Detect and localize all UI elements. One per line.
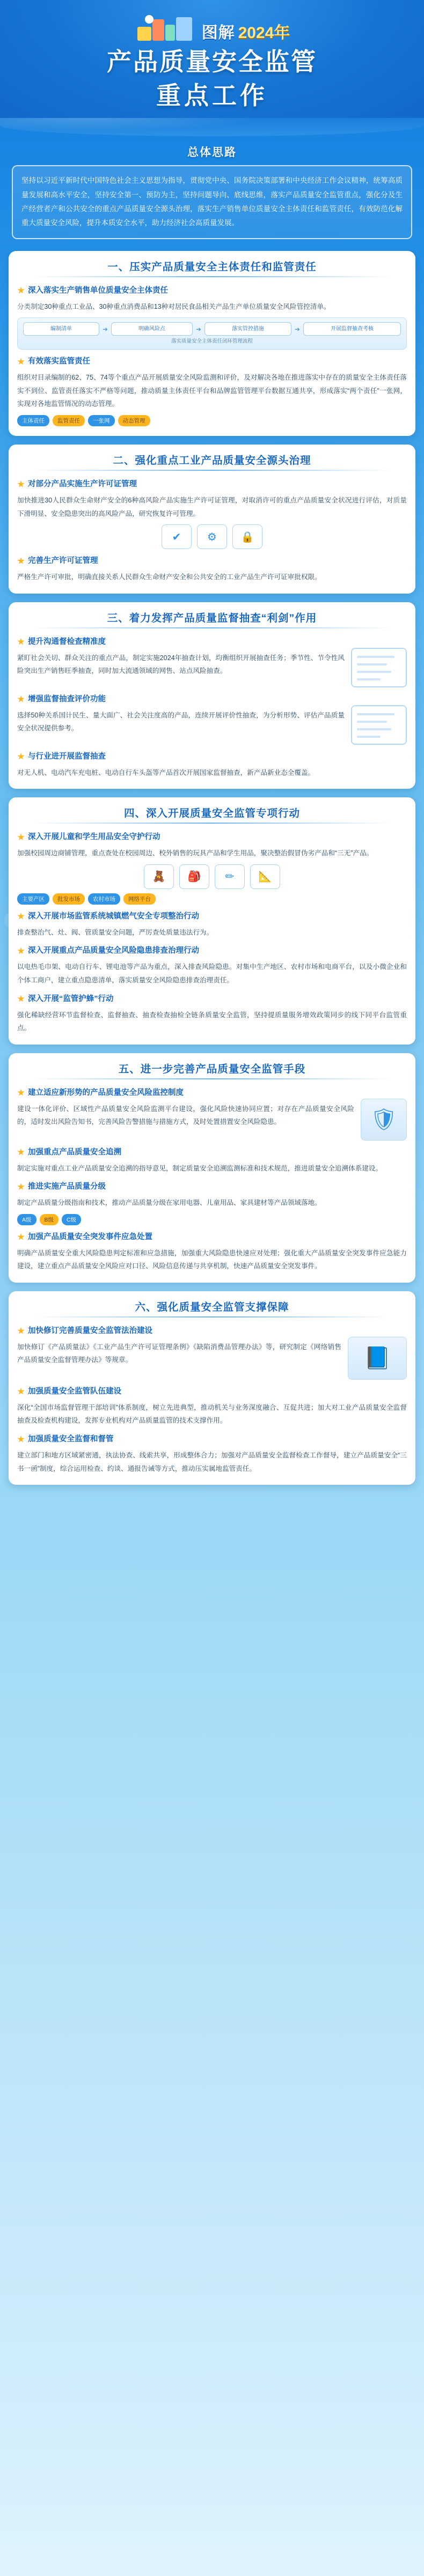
star-bullet-icon — [17, 995, 25, 1003]
document-icon — [351, 648, 407, 687]
item-body-with-figure — [17, 1099, 407, 1141]
star-bullet-icon — [17, 557, 25, 565]
item-heading — [17, 1181, 407, 1193]
section-card — [9, 797, 415, 1044]
intro-section — [0, 136, 424, 242]
item-body-text: 深化“全国市场监督管理干部培训”体系制度，树立先进典型，推动机关与业务深度融合、互促共进；加大对工业产品质量安全监督抽查及检查机构建设，发挥专业机构对产品质量监管的技术支撑作用。 — [17, 1403, 407, 1425]
item-body-with-figure — [17, 1337, 407, 1380]
item-heading-label: 与行业进开展监督抽查 — [28, 752, 106, 761]
section-item — [17, 1232, 407, 1273]
star-bullet-icon — [17, 1089, 25, 1097]
item-heading — [17, 1386, 407, 1397]
arrow-right-icon: ➜ — [195, 325, 202, 333]
tag-chip[interactable]: 主体责任 — [17, 415, 49, 426]
section-card — [9, 602, 415, 789]
section-card — [9, 251, 415, 436]
arrow-right-icon: ➜ — [102, 325, 108, 333]
section-item — [17, 911, 407, 939]
arrow-right-icon: ➜ — [294, 325, 301, 333]
item-heading — [17, 285, 407, 297]
item-heading — [17, 1232, 407, 1243]
item-heading-label: 增强监督抽查评价功能 — [28, 694, 106, 704]
item-body-text: 明确产品质量安全重大风险隐患判定标准和应急措施，加强重大风险隐患快速应对处理；强化重大产品质量安全突发事件应急能力建设，建立重点产品质量安全风险应对口径、风险信息传递与共享机制，快速产品质量安全突发事件。 — [17, 1249, 407, 1270]
flow-node: 落实管控措施 — [204, 322, 291, 336]
item-heading-label: 深入开展“监管护蜂”行动 — [28, 994, 114, 1003]
child-product-icon: 📐 — [250, 864, 280, 889]
section-title: 二、强化重点工业产品质量安全源头治理 — [17, 452, 407, 472]
tag-chip[interactable]: 农村市场 — [88, 893, 120, 905]
item-body-text: 对无人机、电动汽车充电桩、电动自行车头盔等产品首次开展国家监督抽查，新产品新业态全覆盖。 — [17, 768, 315, 776]
star-bullet-icon — [17, 833, 25, 841]
shield-icon: 🛡 — [361, 1099, 407, 1141]
sections-container — [0, 251, 424, 1485]
section-item — [17, 1386, 407, 1427]
tag-chip[interactable]: 动态管理 — [118, 415, 150, 426]
item-heading — [17, 556, 407, 567]
flow-node: 开展监督抽查考核 — [303, 322, 401, 336]
badge-tujie: 图解 — [201, 24, 235, 42]
section-item — [17, 1326, 407, 1380]
section-item — [17, 751, 407, 780]
item-heading — [17, 636, 407, 648]
item-heading-label: 深入开展重点产品质量安全风险隐患排查治理行动 — [28, 946, 199, 956]
section-item — [17, 1181, 407, 1225]
item-body-text: 排查整治气、灶、阀、管质量安全问题，严厉查处质量违法行为。 — [17, 928, 214, 936]
flow-node: 明确风险点 — [111, 322, 193, 336]
decorative-bubble — [4, 912, 21, 929]
lock-icon: 🔒 — [232, 524, 262, 549]
item-body-text: 组织对目录编制的62、75、74等个重点产品开展质量安全风险监测和评价，及对解决各地在推进落实中存在的质量安全主体责任落实不到位、监管责任落实不严格等问题，推动质量主体责任平台和品牌监管管理平台数据互通共享，形成落实“两个责任”一张网，实现对各地监管情况的动态管理。 — [17, 374, 407, 408]
decorative-bubble — [390, 483, 411, 504]
item-heading — [17, 479, 407, 490]
star-bullet-icon — [17, 638, 25, 646]
item-heading — [17, 911, 407, 922]
star-bullet-icon — [17, 947, 25, 954]
item-heading — [17, 1326, 407, 1337]
item-heading-label: 加强重点产品质量安全追溯 — [28, 1148, 121, 1157]
item-heading — [17, 1087, 407, 1099]
item-body-text: 以电热毛巾架、电动自行车、锂电池等产品为重点，深入排查风险隐患。对集中生产地区、农村市场和电商平台，以及小微企业和个体工商户，建立重点隐患清单，落实质量安全风险隐患排查治理责任。 — [17, 963, 407, 984]
item-body-text: 加强校园周边商铺管理，重点查处在校园周边、校外销售的玩具产品和学生用品，聚决整治假冒伪劣产品和“三无”产品。 — [17, 849, 374, 857]
item-heading — [17, 1434, 407, 1445]
section-item — [17, 479, 407, 549]
book-icon: 📘 — [348, 1337, 407, 1380]
item-heading — [17, 832, 407, 843]
section-item — [17, 694, 407, 745]
item-heading-label: 有效落实监管责任 — [28, 357, 90, 366]
section-item — [17, 356, 407, 426]
section-title: 五、进一步完善产品质量安全监管手段 — [17, 1061, 407, 1081]
item-heading-label: 加快修订完善质量安全监管法治建设 — [28, 1326, 152, 1335]
badge-year: 2024年 — [238, 24, 290, 42]
tag-chip[interactable]: 网络平台 — [123, 893, 156, 905]
item-body-text: 制定产品质量分级指南和技术，推动产品质量分级在家用电器、儿童用品、家具建材等产品领域落地。 — [17, 1199, 321, 1207]
section-item — [17, 285, 407, 350]
tag-chip-row — [17, 415, 407, 426]
item-heading-label: 加强质量安全监管队伍建设 — [28, 1387, 121, 1396]
section-card — [9, 1053, 415, 1283]
star-bullet-icon — [17, 1388, 25, 1395]
tag-chip[interactable]: 监管责任 — [53, 415, 85, 426]
star-bullet-icon — [17, 1149, 25, 1156]
item-heading-label: 对部分产品实施生产许可证管理 — [28, 480, 137, 489]
item-heading — [17, 994, 407, 1005]
decorative-bubble — [10, 300, 39, 329]
section-card — [9, 445, 415, 594]
item-heading-label: 完善生产许可证管理 — [28, 557, 98, 566]
item-heading-label: 深入落实生产销售单位质量安全主体责任 — [28, 286, 168, 295]
section-item — [17, 556, 407, 584]
item-body-text: 紧盯社会关切、群众关注的重点产品，制定实施2024年抽查计划，均衡组织开展抽查任务；季节性、节令性风险突出生产销售旺季抽查，同时加大流通领域的网售、站点风险抽查。 — [17, 654, 345, 675]
section-title: 六、强化质量安全监管支撑保障 — [17, 1299, 407, 1319]
tag-chip[interactable]: A级 — [17, 1214, 36, 1225]
item-heading-label: 深入开展市场监管系统城镇燃气安全专项整治行动 — [28, 912, 199, 921]
children-products-figure — [17, 864, 407, 889]
star-bullet-icon — [17, 287, 25, 294]
star-bullet-icon — [17, 358, 25, 365]
intro-title: 总体思路 — [187, 146, 237, 159]
item-heading — [17, 356, 407, 367]
section-card — [9, 1291, 415, 1485]
tag-chip[interactable]: 主要产区 — [17, 893, 49, 905]
flow-node: 编制清单 — [23, 322, 99, 336]
header-illustration — [134, 15, 199, 43]
header-wave-divider — [0, 118, 424, 136]
star-bullet-icon — [17, 1435, 25, 1443]
intro-text: 坚持以习近平新时代中国特色社会主义思想为指导，贯彻党中央、国务院决策部署和中央经济工作会议精神，统筹高质量发展和高水平安全，坚持安全第一、预防为主，坚持问题导向、底线思维，落实产品质量安全监管重点，强化分及生产经营者产和公共安全的重点产品质量安全源头治理，落实生产销售单位质量安全主体责任和监管责任，有效防范化解重大质量安全风险，提升本质安全水平，助力经济社会高质量发展。 — [12, 165, 412, 239]
header-badge-row — [0, 14, 424, 43]
item-body-with-figure — [17, 705, 407, 745]
tag-chip[interactable]: C级 — [62, 1214, 81, 1225]
item-body-with-figure — [17, 648, 407, 687]
figure-caption: 落实质量安全主体责任闭环管理流程 — [171, 338, 253, 345]
child-product-icon: 🎒 — [179, 864, 209, 889]
star-bullet-icon — [17, 753, 25, 760]
item-body-text: 建立部门和地方区域紧密通，执法协查、线索共享，形成整体合力；加强对产品质量安全监督检查工作督导，建立产品质量安全“三书一函”制度，综合运用检查、约谈、通报告诫等方式，推动压实属地监管责任。 — [17, 1452, 407, 1472]
item-heading-label: 建立适应新形势的产品质量安全风险监控制度 — [28, 1088, 184, 1097]
star-bullet-icon — [17, 480, 25, 488]
item-body-text: 加快推进30人民群众生命财产安全的6种高风险产品实施生产许可证管理，对取消许可的重点产品质量安全状况进行评估，对质量下滑明显、安全隐患突出的高风险产品，研究恢复许可管理。 — [17, 497, 407, 517]
star-bullet-icon — [17, 1233, 25, 1241]
page-subtitle: 重点工作 — [156, 82, 268, 110]
section-item — [17, 832, 407, 905]
section-item — [17, 1087, 407, 1141]
item-body-text: 制定实施对重点工业产品质量安全追溯的指导意见，制定质量安全追溯监测标准和技术规范，推进质量安全追溯体系建设。 — [17, 1164, 383, 1172]
item-heading-label: 深入开展儿童和学生用品安全守护行动 — [28, 833, 160, 842]
item-body-text: 加快修订《产品质量法》《工业产品生产许可证管理条例》《缺陷消费品管理办法》等，研究制定《网络销售产品质量安全监督管理办法》等规章。 — [17, 1343, 341, 1364]
item-heading — [17, 694, 407, 705]
item-heading — [17, 751, 407, 763]
star-bullet-icon — [17, 1327, 25, 1335]
tag-chip-row — [17, 893, 407, 905]
item-heading-label: 提升沟通督检查精准度 — [28, 637, 106, 646]
section-item — [17, 1147, 407, 1175]
item-heading-label: 加强产品质量安全突发事件应急处置 — [28, 1232, 152, 1241]
child-product-icon: ✏ — [215, 864, 245, 889]
page-header — [0, 0, 424, 118]
item-heading — [17, 1147, 407, 1158]
icon-row-figure — [17, 524, 407, 549]
page-title: 产品质量安全监管 — [107, 48, 317, 76]
gear-icon: ⚙ — [197, 524, 227, 549]
item-body-text: 分类制定30种重点工业品、30种重点消费品和13种对居民食品相关产品生产单位质量安全风险管控清单。 — [17, 302, 331, 310]
section-title: 四、深入开展质量安全监管专项行动 — [17, 805, 407, 825]
section-item — [17, 1434, 407, 1475]
item-body-text: 严格生产许可审批，明确直接关系人民群众生命财产安全和公共安全的工业产品生产许可证审批权限。 — [17, 573, 321, 581]
tag-chip[interactable]: B级 — [40, 1214, 59, 1225]
section-item — [17, 945, 407, 987]
star-bullet-icon — [17, 1183, 25, 1190]
process-flow-figure — [17, 317, 407, 350]
item-body-text: 建设一体化评价、区域性产品质量安全风险监测平台建设，强化风险快速协同应置；对存在产品质量安全风险的，适时发出风险告知书，完善风险告警措施与措施方式，及时处置措置安全风险隐患。 — [17, 1105, 354, 1126]
tag-chip[interactable]: 批发市场 — [53, 893, 85, 905]
document-icon — [351, 705, 407, 745]
section-item — [17, 994, 407, 1035]
item-body-text: 选择50种关系国计民生、量大面广、社会关注度高的产品，连续开展评价性抽查，为分析形势、评估产品质量安全状况提供参考。 — [17, 711, 345, 732]
item-heading-label: 推进实施产品质量分级 — [28, 1182, 106, 1191]
item-heading — [17, 945, 407, 957]
item-heading-label: 加强质量安全监督和督管 — [28, 1435, 114, 1444]
child-product-icon: 🧸 — [144, 864, 174, 889]
tag-chip[interactable]: 一张网 — [88, 415, 115, 426]
item-body-text: 强化稀缺经营环节监督检查、监督抽查、抽查检查抽检全链条质量安全监管，坚持提质量服务增效政策同步的线下同平台监管重点。 — [17, 1011, 407, 1032]
star-bullet-icon — [17, 695, 25, 703]
section-title: 三、着力发挥产品质量监督抽查“利剑”作用 — [17, 610, 407, 630]
check-icon: ✔ — [162, 524, 192, 549]
section-item — [17, 636, 407, 687]
tag-chip-row — [17, 1214, 407, 1225]
section-title: 一、压实产品质量安全主体责任和监管责任 — [17, 258, 407, 279]
decorative-bubble — [397, 1233, 413, 1249]
